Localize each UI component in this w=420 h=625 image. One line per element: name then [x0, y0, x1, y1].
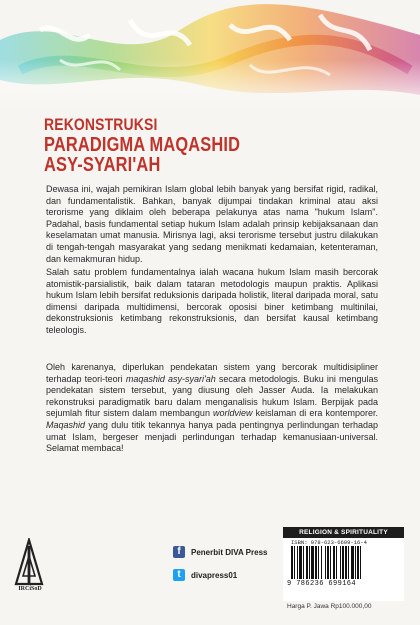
genre-label: RELIGION & SPIRITUALITY	[283, 527, 404, 538]
barcode-box	[283, 527, 404, 601]
synopsis-text: Oleh karenanya, diperlukan pendekatan sistem yang bercorak multidisipliner terhadap teori-teori	[46, 362, 378, 384]
calligraphy-banner	[0, 0, 420, 110]
isbn-text: ISBN: 978-623-6699-16-4	[291, 539, 367, 546]
book-title-line-2: PARADIGMA MAQASHID	[44, 134, 241, 156]
twitter-label: divapress01	[191, 570, 238, 580]
barcode-number: 9 786236 699164	[287, 580, 357, 588]
synopsis-paragraph-3	[46, 362, 378, 455]
price-label: Harga P. Jawa Rp100.000,00	[287, 603, 372, 610]
synopsis-paragraph-2: Salah satu problem fundamentalnya ialah wacana hukum Islam masih bercorak atomistik-parsialistik, baik dalam tataran metodologis maupun praktis. Aplikasi hukum Islam lebih bersifat reduksionis daripada holistik, literal daripada moral, satu dimensi daripada multidimensi, bercorak oposisi biner ketimbang multinilai, dekonstruksionis ketimbang rekonstruksionis, dan bersifat kausal ketimbang teleologis.	[46, 267, 378, 335]
synopsis-text: keislaman di era kontemporer.	[252, 408, 378, 419]
facebook-contact	[173, 545, 267, 559]
synopsis-italic-term: maqashid asy-syari'ah	[125, 373, 216, 384]
synopsis-text: yang dulu titik tekannya hanya pada pentingnya perlindungan terhadap umat Islam, bergeser menjadi perlindungan terhadap kemanusiaan-universal. Selamat membaca!	[46, 419, 378, 454]
synopsis-italic-term: Maqashid	[46, 419, 86, 430]
synopsis-text: secara metodologis. Buku ini mengulas pendekatan sistem tersebut, yang diusung oleh Jasser Auda. Ia melakukan rekonstruksi paradigmatik baru dalam menganalisis hukum Islam. Berpijak pada sejumlah fitur sistem dalam membangun	[46, 373, 379, 419]
book-title-line-3: ASY-SYARI'AH	[44, 154, 161, 176]
facebook-icon: f	[173, 546, 185, 558]
book-title-line-1: REKONSTRUKSI	[44, 115, 158, 134]
synopsis-italic-term: worldview	[213, 408, 253, 419]
synopsis-paragraph-1: Dewasa ini, wajah pemikiran Islam global lebih banyak yang bersifat rigid, radikal, dan fundamentalistik. Bahkan, banyak dijumpai tindakan kriminal atau aksi terorisme yang diklaim oleh beberapa pelakunya atas nama "hukum Islam". Padahal, basis fundamental setiap hukum Islam adalah prinsip kebijaksanaan dan keselamatan umat manusia. Mirisnya lagi, aksi terorisme tersebut justru dilakukan di tengah-tengah masyarakat yang sedang menikmati kedamaian, ketenteraman, dan kemakmuran hidup.	[46, 184, 378, 264]
twitter-contact	[173, 568, 237, 582]
barcode-bars	[289, 546, 397, 579]
twitter-icon: t	[173, 569, 185, 581]
facebook-label: Penerbit DIVA Press	[191, 547, 268, 557]
publisher-logo-text: IRCiSoD	[18, 586, 42, 592]
